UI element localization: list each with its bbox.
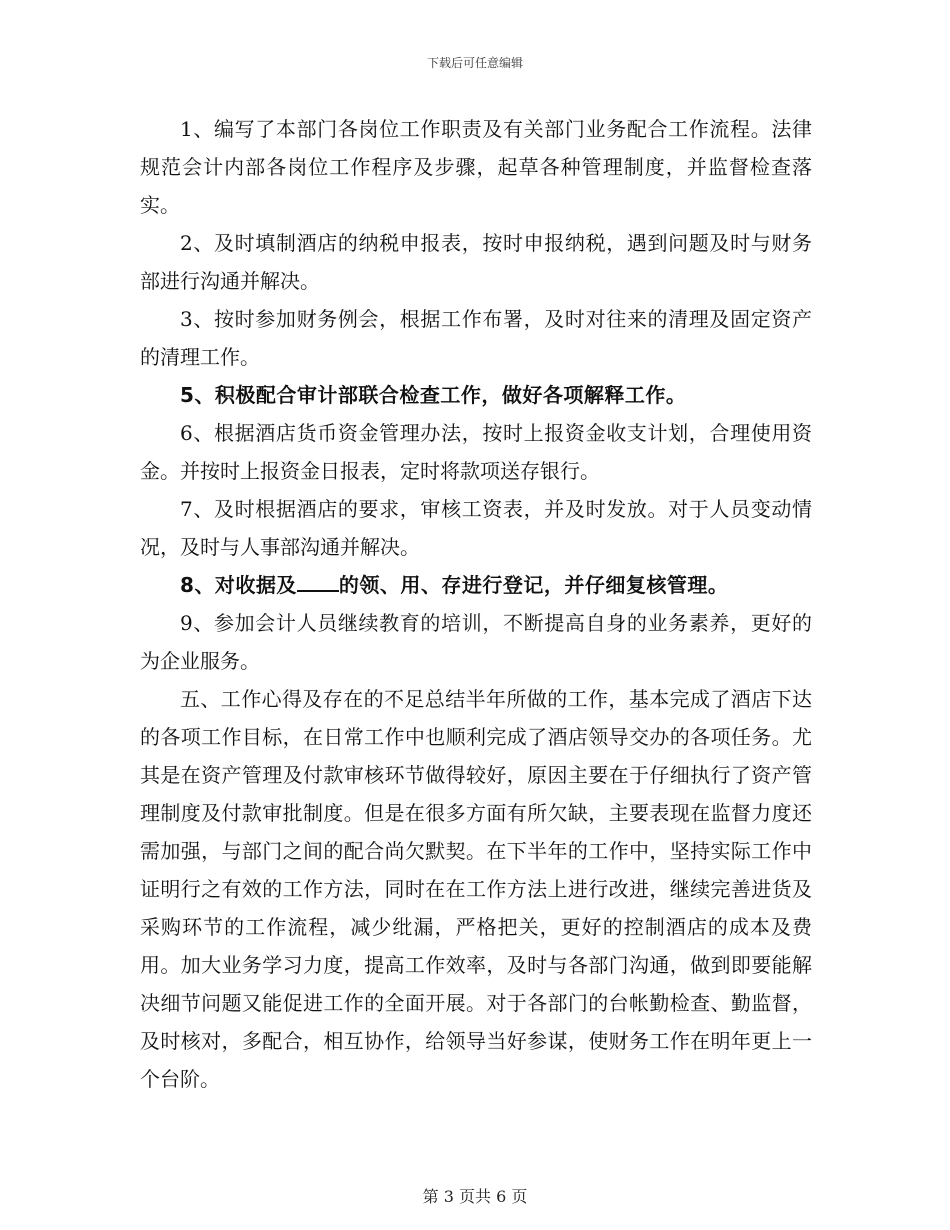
paragraph-item-6: 6、根据酒店货币资金管理办法，按时上报资金收支计划，合理使用资金。并按时上报资金日报表，定时将款项送存银行。 bbox=[140, 421, 812, 483]
paragraph-item-5: 5、积极配合审计部联合检查工作，做好各项解释工作。 bbox=[180, 383, 687, 407]
paragraph-item-1: 1、编写了本部门各岗位工作职责及有关部门业务配合工作流程。法律规范会计内部各岗位工作程序及步骤，起草各种管理制度，并监督检查落实。 bbox=[140, 117, 812, 217]
paragraph-item-9: 9、参加会计人员继续教育的培训，不断提高自身的业务素养，更好的为企业服务。 bbox=[140, 611, 812, 673]
paragraph-item-8 bbox=[140, 566, 812, 604]
paragraph-item-3: 3、按时参加财务例会，根据工作布署，及时对往来的清理及固定资产的清理工作。 bbox=[140, 307, 812, 369]
fill-in-blank bbox=[297, 572, 339, 592]
paragraph-item-8-after: 的领、用、存进行登记，并仔细复核管理。 bbox=[338, 573, 729, 597]
paragraph-item-2: 2、及时填制酒店的纳税申报表，按时申报纳税，遇到问题及时与财务部进行沟通并解决。 bbox=[140, 231, 812, 293]
page-header-note: 下载后可任意编辑 bbox=[426, 56, 523, 70]
page-number: 第 3 页共 6 页 bbox=[422, 1187, 528, 1206]
document-body bbox=[140, 110, 812, 1098]
summary-paragraph: 五、工作心得及存在的不足总结半年所做的工作，基本完成了酒店下达的各项工作目标，在日常工作中也顺利完成了酒店领导交办的各项任务。尤其是在资产管理及付款审核环节做得较好，原因主要在于仔细执行了资产管理制度及付款审批制度。但是在很多方面有所欠缺，主要表现在监督力度还需加强，与部门之间的配合尚欠默契。在下半年的工作中，坚持实际工作中证明行之有效的工作方法，同时在在工作方法上进行改进，继续完善进货及采购环节的工作流程，减少纰漏，严格把关，更好的控制酒店的成本及费用。加大业务学习力度，提高工作效率，及时与各部门沟通，做到即要能解决细节问题又能促进工作的全面开展。对于各部门的台帐勤检查、勤监督，及时核对，多配合，相互协作，给领导当好参谋，使财务工作在明年更上一个台阶。 bbox=[140, 687, 812, 1091]
paragraph-item-8-before: 8、对收据及 bbox=[180, 573, 297, 597]
paragraph-item-7: 7、及时根据酒店的要求，审核工资表，并及时发放。对于人员变动情况，及时与人事部沟通并解决。 bbox=[140, 497, 812, 559]
